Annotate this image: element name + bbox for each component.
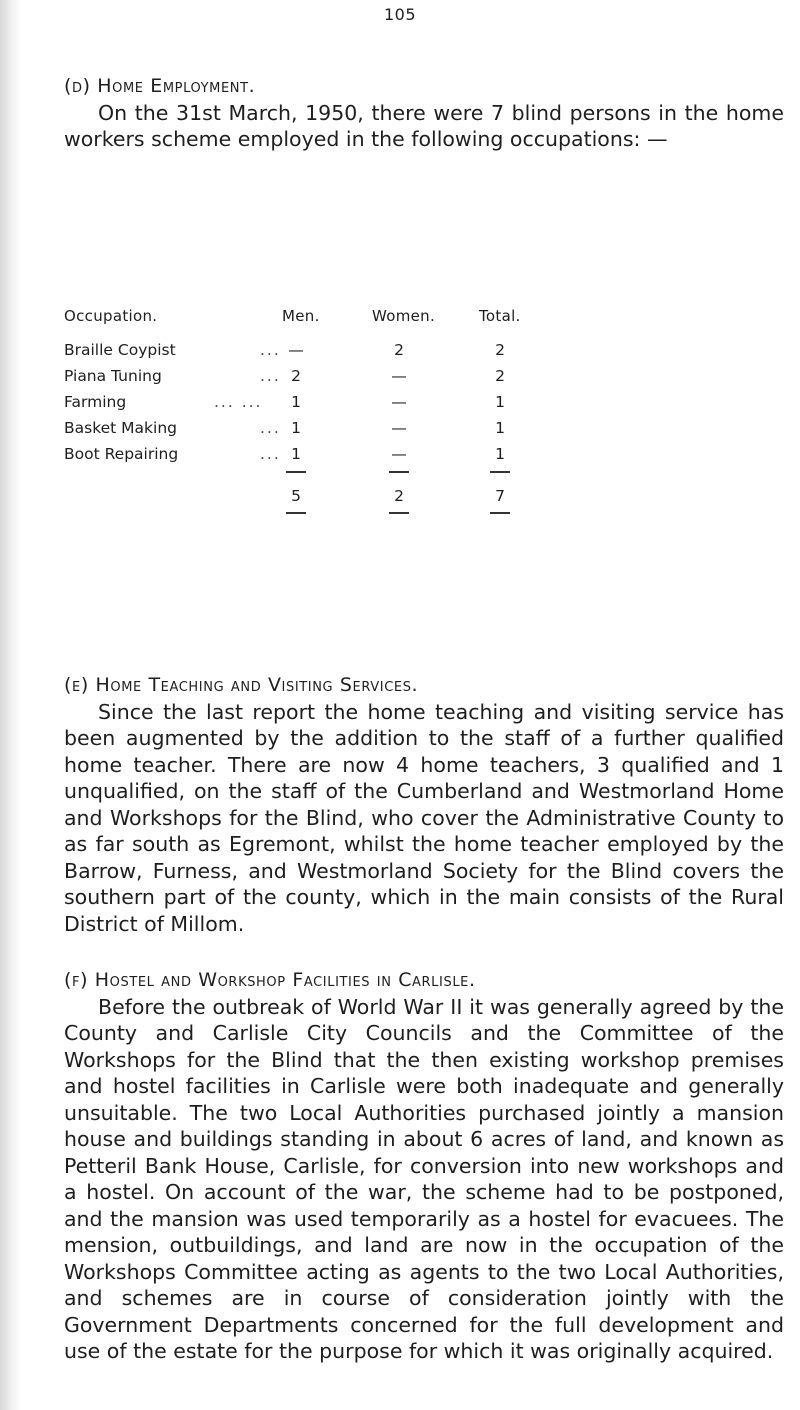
total-women: 2 [394,487,404,505]
page-number: 105 [383,5,417,24]
table-row [64,389,534,409]
scan-edge-shadow [0,0,22,1410]
cell-women: — [391,445,407,463]
rule-below-women-total [389,512,409,514]
table-row [64,415,534,435]
cell-total: 2 [495,367,505,385]
cell-women: — [391,393,407,411]
cell-men: — [288,341,304,359]
section-heading-f: (f) Hostel and Workshop Facilities in Carlisle. [64,969,476,991]
cell-men: 1 [291,419,301,437]
occupations-table [64,303,724,603]
section-hostel-workshop [64,967,784,1365]
header-total: Total. [479,307,521,325]
cell-men: 2 [291,367,301,385]
total-total: 7 [495,487,505,505]
cell-women: 2 [394,341,404,359]
table-row [64,441,534,461]
leader-dots: ... ... [214,393,263,411]
rule-below-men-total [286,512,306,514]
cell-occupation: Braille Coypist [64,341,176,359]
table-totals-row [64,483,534,503]
leader-dots: ... [260,341,281,359]
header-occupation: Occupation. [64,307,158,325]
table-row [64,363,534,383]
cell-men: 1 [291,393,301,411]
cell-total: 1 [495,445,505,463]
rule-above-women-total [389,471,409,473]
section-paragraph-e: Since the last report the home teaching and visiting service has been augmented by the addition to the staff of a further qualified home teacher. There are now 4 home teachers, 3 qualified and 1 unqualified, on the staff of the Cumberland and Westmorland Home and Workshops for the Blind, who cover the Administrative County to as far south as Egremont, whilst the home teacher employed by the Barrow, Furness, and Westmorland Society for the Blind covers the southern part of the county, which in the main consists of the Rural District of Millom. [64,699,784,936]
header-men: Men. [282,307,320,325]
cell-occupation: Farming [64,393,127,411]
section-home-teaching [64,672,784,937]
cell-total: 1 [495,393,505,411]
section-home-employment [64,73,784,153]
rule-above-total-total [490,471,510,473]
rule-below-total-total [490,512,510,514]
section-heading-e: (e) Home Teaching and Visiting Services. [64,674,419,696]
table-row [64,337,534,357]
leader-dots: ... [260,419,281,437]
section-heading-d: (d) Home Employment. [64,75,256,97]
cell-occupation: Basket Making [64,419,177,437]
cell-women: — [391,419,407,437]
section-paragraph-f: Before the outbreak of World War II it was generally agreed by the County and Carlisle City Councils and the Committee of the Workshops for the Blind that the then existing workshop premises and hostel facilities in Carlisle were both inadequate and generally unsuitable. The two Local Authorities purchased jointly a mansion house and buildings standing in about 6 acres of land, and known as Petteril Bank House, Carlisle, for conversion into new workshops and a hostel. On account of the war, the scheme had to be postponed, and the mansion was used temporarily as a hostel for evacuees. The mension, outbuildings, and land are now in the occupation of the Workshops Committee acting as agents to the two Local Authorities, and schemes are in course of consideration jointly with the Government Departments concerned for the full development and use of the estate for the purpose for which it was originally acquired. [64,994,784,1363]
cell-occupation: Boot Repairing [64,445,179,463]
cell-men: 1 [291,445,301,463]
cell-total: 2 [495,341,505,359]
total-men: 5 [291,487,301,505]
header-women: Women. [372,307,436,325]
cell-women: — [391,367,407,385]
leader-dots: ... [260,367,281,385]
cell-total: 1 [495,419,505,437]
cell-occupation: Piana Tuning [64,367,162,385]
rule-above-men-total [286,471,306,473]
leader-dots: ... [260,445,281,463]
section-paragraph-d: On the 31st March, 1950, there were 7 blind persons in the home workers scheme employed in the following occupations: — [64,100,784,151]
